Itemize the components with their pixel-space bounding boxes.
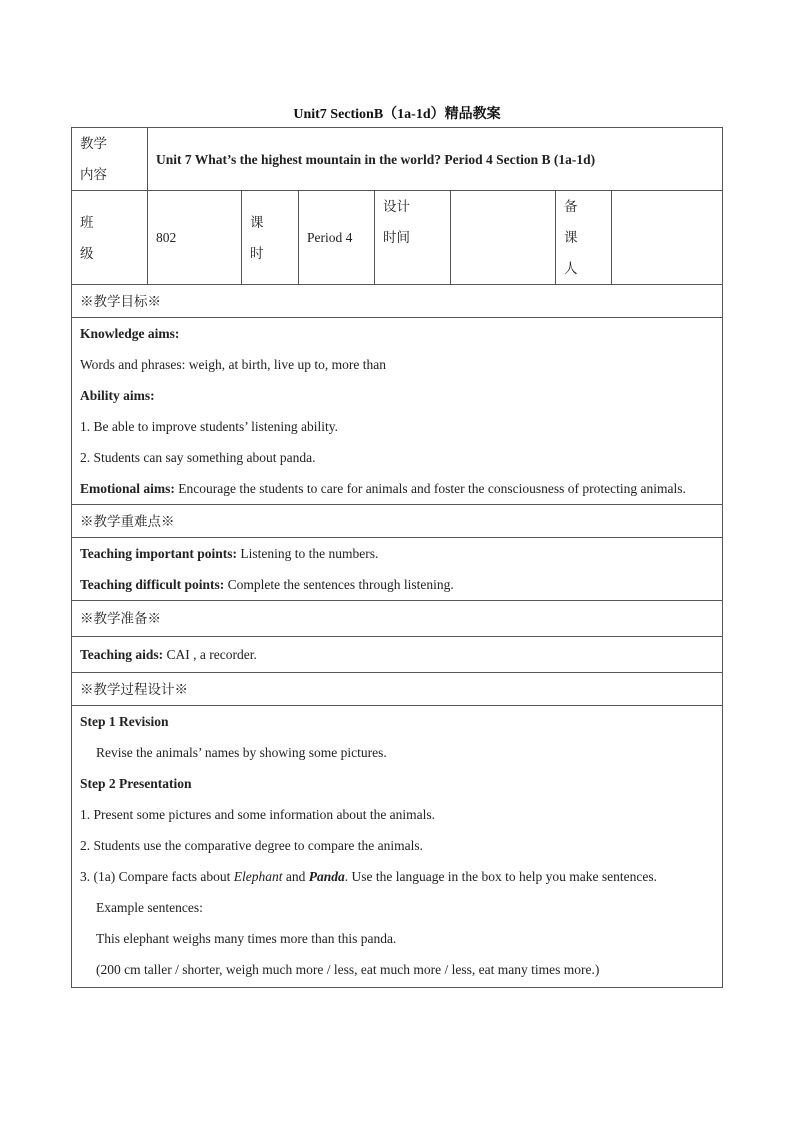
difficult-points [80,569,714,600]
step2-item-2: 2. Students use the comparative degree to compare the animals. [80,838,424,853]
knowledge-aims-text: Words and phrases: weigh, at birth, live up to, more than [80,357,386,372]
difficult-points-text: Complete the sentences through listening. [224,577,454,592]
process-row [72,706,723,988]
objectives-row [72,318,723,505]
important-points-title: Teaching important points: [80,546,238,561]
key-points-row [72,538,723,601]
objectives-heading-row [72,285,723,318]
important-points [80,538,714,569]
class-label: 班 级 [72,191,148,285]
knowledge-aims-title: Knowledge aims: [80,326,180,341]
info-row [72,191,723,285]
content-label-1: 教学 [80,136,107,151]
content-value: Unit 7 What’s the highest mountain in the world? Period 4 Section B (1a-1d) [148,128,723,191]
class-value: 802 [148,191,242,285]
step1-text: Revise the animals’ names by showing some pictures. [96,745,387,760]
important-points-text: Listening to the numbers. [237,546,379,561]
process-cell [72,706,723,988]
step2-title: Step 2 Presentation [80,776,192,791]
difficult-points-title: Teaching difficult points: [80,577,225,592]
step2-item-1: 1. Present some pictures and some information about the animals. [80,807,436,822]
emotional-aims-text: Encourage the students to care for animals and foster the consciousness of protecting animals. [174,481,686,496]
document-title: Unit7 SectionB（1a-1d）精品教案 [293,107,501,122]
preparation-heading: ※教学准备※ [72,601,723,637]
process-heading-row [72,673,723,706]
preparation-row [72,637,723,673]
step1-title: Step 1 Revision [80,714,169,729]
teaching-aids-text: CAI , a recorder. [163,647,257,662]
key-points-heading: ※教学重难点※ [72,505,723,538]
panda-word: Panda [308,869,345,884]
design-time-label [375,191,451,285]
key-points-cell [72,538,723,601]
preparer-value [612,191,723,285]
key-points-heading-row [72,505,723,538]
ability-aims-title: Ability aims: [80,388,155,403]
emotional-aims [80,473,714,504]
process-heading: ※教学过程设计※ [72,673,723,706]
emotional-aims-title: Emotional aims: [80,481,175,496]
preparer-label-1: 备 课 [564,199,584,245]
preparer-label [556,191,612,285]
step2-item-3: 3. (1a) Compare facts about Elephant and Panda. Use the language in the box to help you make sentences. [80,869,658,884]
teaching-aids [72,637,723,673]
elephant-word: Elephant [233,869,283,884]
design-time-label-2: 时间 [383,230,410,245]
content-label-2: 内容 [80,167,107,182]
ability-aim-1: 1. Be able to improve students’ listening ability. [80,419,338,434]
ability-aim-2: 2. Students can say something about panda. [80,450,316,465]
period-value: Period 4 [299,191,375,285]
preparation-heading-row [72,601,723,637]
content-label-cell [72,128,148,191]
design-time-label-1: 设计 [383,199,410,214]
period-label: 课 时 [242,191,299,285]
objectives-cell [72,318,723,505]
content-row [72,128,723,191]
design-time-value [451,191,556,285]
teaching-aids-title: Teaching aids: [80,647,164,662]
example-label: Example sentences: [96,900,203,915]
preparer-label-2: 人 [564,261,578,276]
example-sentence-1: This elephant weighs many times more than this panda. [96,931,397,946]
lesson-plan-table [71,127,723,988]
example-sentence-2: (200 cm taller / shorter, weigh much more / less, eat much more / less, eat many times more.) [96,962,600,977]
objectives-heading: ※教学目标※ [72,285,723,318]
